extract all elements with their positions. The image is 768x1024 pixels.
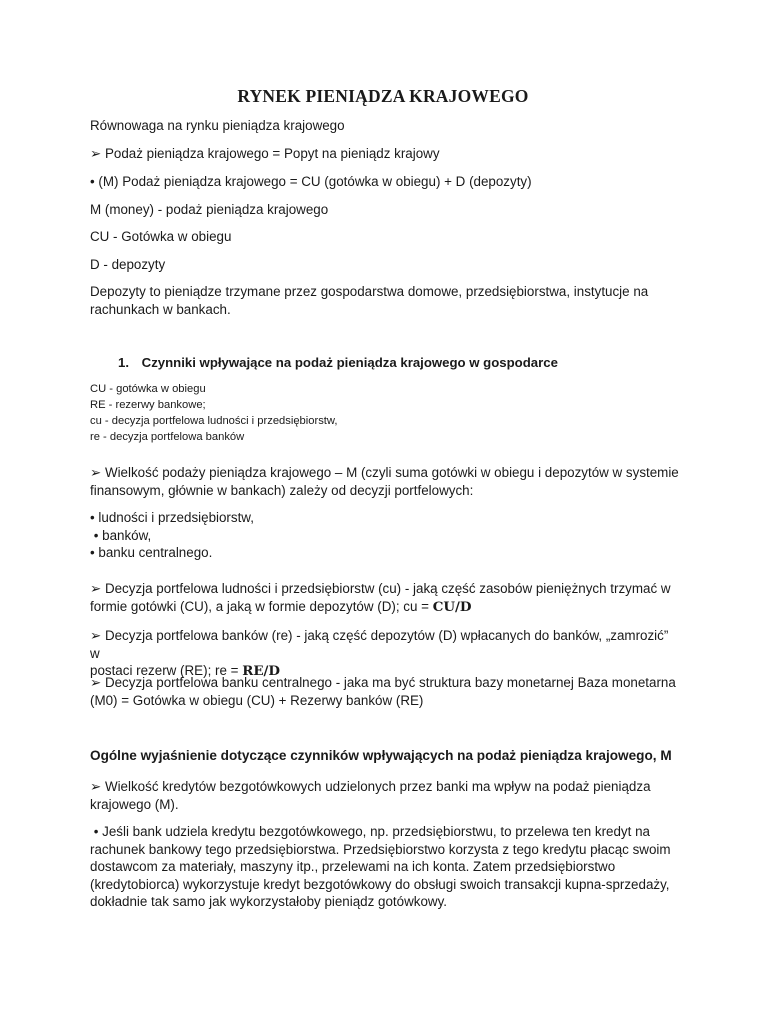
list-item: • ludności i przedsiębiorstw, xyxy=(90,510,254,525)
definition-item: RE - rezerwy bankowe; xyxy=(90,399,206,411)
central-bank-paragraph xyxy=(90,674,680,709)
re-formula: RE/D xyxy=(242,663,281,679)
credit-paragraph xyxy=(90,778,680,813)
credit-explanation-line: (kredytobiorca) wykorzystuje kredyt bezgotówkowy do obsługi swoich transakcji kupna-sprzedaży, xyxy=(90,876,670,892)
credit-explanation-line: • Jeśli bank udziela kredytu bezgotówkowego, np. przedsiębiorstwu, to przelewa ten kredyt na xyxy=(90,824,650,839)
cu-decision-line-2 xyxy=(90,598,680,617)
credit-paragraph-line-2: krajowego (M). xyxy=(90,796,179,812)
intro-paragraph-5: CU - Gotówka w obiegu xyxy=(90,229,232,244)
supply-paragraph xyxy=(90,464,680,499)
credit-paragraph-line-1: ➢ Wielkość kredytów bezgotówkowych udzielonych przez banki ma wpływ na podaż pieniądza xyxy=(90,779,651,794)
section-1-heading xyxy=(118,355,558,370)
central-bank-line-1: ➢ Decyzja portfelowa banku centralnego - jaka ma być struktura bazy monetarnej Baza monetarna xyxy=(90,675,676,690)
definition-item: cu - decyzja portfelowa ludności i przedsiębiorstw, xyxy=(90,415,338,427)
re-decision-line-2-text: postaci rezerw (RE); re = xyxy=(90,663,243,678)
intro-paragraph-7-line-2: rachunkach w bankach. xyxy=(90,301,231,317)
definition-item: re - decyzja portfelowa banków xyxy=(90,431,245,443)
cu-formula: CU/D xyxy=(432,598,472,615)
list-item: • banków, xyxy=(90,527,152,543)
definitions-list xyxy=(90,381,338,445)
supply-paragraph-line-2: finansowym, głównie w bankach) zależy od decyzji portfelowych: xyxy=(90,482,474,498)
re-decision-line-1: ➢ Decyzja portfelowa banków (re) - jaką część depozytów (D) wpłacanych do banków, „zamrozić” w xyxy=(90,628,669,661)
credit-explanation-line: dostawcom za materiały, maszyny itp., przelewami na ich konta. Zatem przedsiębiorstwo xyxy=(90,859,616,874)
section-1-heading-text: Czynniki wpływające na podaż pieniądza krajowego w gospodarce xyxy=(141,355,558,370)
portfolio-bullet-list xyxy=(90,509,680,562)
credit-explanation-line: dokładnie tak samo jak wykorzystałoby pieniądz gotówkowy. xyxy=(90,894,448,909)
intro-paragraph-2: ➢ Podaż pieniądza krajowego = Popyt na pieniądz krajowy xyxy=(90,146,440,161)
credit-explanation-paragraph xyxy=(90,823,680,911)
intro-paragraph-1: Równowaga na rynku pieniądza krajowego xyxy=(90,118,345,133)
section-1-number: 1. xyxy=(118,355,129,370)
cu-decision-paragraph xyxy=(90,580,680,616)
intro-paragraph-6: D - depozyty xyxy=(90,257,166,272)
re-decision-paragraph xyxy=(90,627,680,681)
cu-decision-line-1: ➢ Decyzja portfelowa ludności i przedsiębiorstw (cu) - jaką część zasobów pieniężnych trzymać w xyxy=(90,581,671,596)
intro-paragraph-3: • (M) Podaż pieniądza krajowego = CU (gotówka w obiegu) + D (depozyty) xyxy=(90,174,532,189)
list-item: • banku centralnego. xyxy=(90,545,213,560)
central-bank-line-2: (M0) = Gotówka w obiegu (CU) + Rezerwy banków (RE) xyxy=(90,692,424,708)
cu-decision-line-2-text: formie gotówki (CU), a jaką w formie depozytów (D); cu = xyxy=(90,598,433,614)
intro-paragraph-7 xyxy=(90,283,680,318)
supply-paragraph-line-1: ➢ Wielkość podaży pieniądza krajowego – M (czyli suma gotówki w obiegu i depozytów w systemie xyxy=(90,465,679,480)
credit-explanation-line: rachunek bankowy tego przedsiębiorstwa. Przedsiębiorstwo korzysta z tego kredytu płacąc swoim xyxy=(90,841,671,857)
intro-paragraph-7-line-1: Depozyty to pieniądze trzymane przez gospodarstwa domowe, przedsiębiorstwa, instytucje na xyxy=(90,284,649,299)
intro-paragraph-4: M (money) - podaż pieniądza krajowego xyxy=(90,202,329,217)
definition-item: CU - gotówka w obiegu xyxy=(90,383,206,395)
document-title: RYNEK PIENIĄDZA KRAJOWEGO xyxy=(237,86,529,106)
section-2-heading: Ogólne wyjaśnienie dotyczące czynników wpływających na podaż pieniądza krajowego, M xyxy=(90,748,672,763)
